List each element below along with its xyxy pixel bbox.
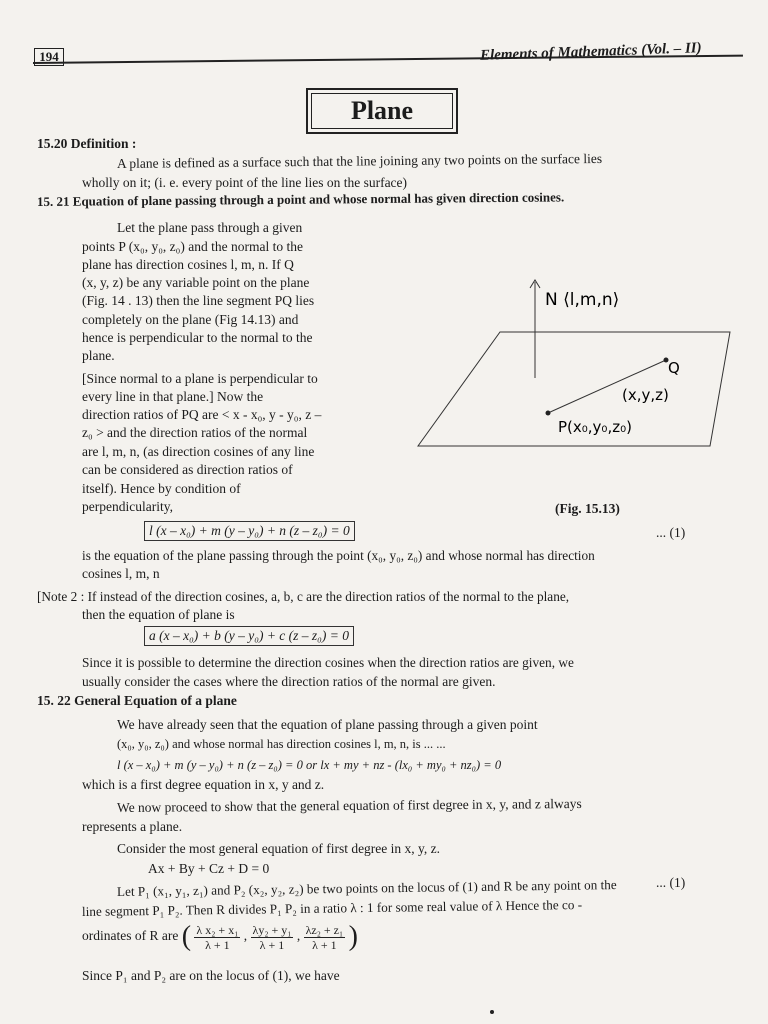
para-line: plane. [82,348,115,363]
section-1521-heading: 15. 21 Equation of plane passing through a point and whose normal has given direction cosines. [36,189,565,209]
section-1522-line: represents a plane. [82,819,183,834]
para-line: hence is perpendicular to the normal to the [82,330,313,345]
para-line: (Fig. 14 . 13) then the line segment PQ lies [82,293,315,308]
equation-1-box: l (x – x₀) + m (y – y₀) + n (z – z₀) = 0 [144,521,355,541]
para-line: can be considered as direction ratios of [82,462,293,477]
fraction-x-numerator: λ x₂ + x₁ [196,922,239,937]
figure-15-13 [410,270,740,460]
fraction-z [304,923,346,952]
para-line: Let the plane pass through a given [117,220,303,235]
note-2-line-2: then the equation of plane is [82,607,235,622]
comma: , [296,928,301,944]
equation-1-remark-line-1: is the equation of the plane passing through the point (x₀, y₀, z₀) and whose normal has direction [82,548,595,563]
para-line: itself). Hence by condition of [82,481,241,496]
note-2-equation-box: a (x – x₀) + b (y – y₀) + c (z – z₀) = 0 [144,626,354,646]
section-1522-line: which is a first degree equation in x, y and z. [82,777,325,792]
para-line: completely on the plane (Fig 14.13) and [82,312,299,327]
page-number: 194 [34,48,64,66]
para-line: perpendicularity, [82,499,173,514]
comma: , [243,928,248,944]
q-label: Q [668,359,680,377]
fraction-y-denominator: λ + 1 [259,937,285,952]
figure-caption: (Fig. 15.13) [555,501,620,516]
section-1522-line: line segment P₁ P₂. Then R divides P₁ P₂ in a ratio λ : 1 for some real value of λ Hence the co - [81,897,583,919]
point-p [546,411,551,416]
fraction-x [194,923,240,952]
section-1522-line: Consider the most general equation of first degree in x, y, z. [117,841,441,856]
para-line: (x, y, z) be any variable point on the plane [82,275,310,290]
chapter-title: Plane [311,93,453,129]
book-title: Elements of Mathematics (Vol. – II) [479,40,702,64]
definition-line-2: wholly on it; (i. e. every point of the line lies on the surface) [82,175,408,190]
note-2-line-1: [Note 2 : If instead of the direction cosines, a, b, c are the direction ratios of the normal to the plane, [37,589,570,604]
normal-label: N ⟨l,m,n⟩ [545,290,620,310]
para-line: plane has direction cosines l, m, n. If Q [82,257,294,272]
close-paren: ) [348,921,358,952]
fraction-z-denominator: λ + 1 [312,937,337,952]
para-line: direction ratios of PQ are < x - x₀, y - y₀, z – [82,407,322,422]
coordinates-of-r [82,921,358,953]
page-speck [490,1010,494,1014]
note-2-line-3: Since it is possible to determine the direction cosines when the direction ratios are given, we [82,655,574,670]
general-equation: Ax + By + Cz + D = 0 [148,861,270,876]
q-coords-label: (x,y,z) [622,386,669,404]
para-line: z₀ > and the direction ratios of the normal [82,425,308,440]
fraction-z-numerator: λz₂ + z₁ [305,922,344,937]
equation-1-number: ... (1) [656,525,686,540]
section-1522-line: Since P₁ and P₂ are on the locus of (1), we have [82,968,340,983]
section-1522-line: We have already seen that the equation of plane passing through a given point [117,717,538,732]
section-1522-line: l (x – x₀) + m (y – y₀) + n (z – z₀) = 0 or lx + my + nz - (lx₀ + my₀ + nz₀) = 0 [117,758,502,772]
section-1522-line: We now proceed to show that the general equation of first degree in x, y, and z always [116,795,582,815]
chapter-title-box [306,88,458,134]
note-2-line-4: usually consider the cases where the direction ratios of the normal are given. [82,674,496,689]
para-line: points P (x₀, y₀, z₀) and the normal to the [82,239,303,254]
section-1522-heading: 15. 22 General Equation of a plane [37,693,237,708]
para-line: are l, m, n, (as direction cosines of any line [82,444,315,459]
para-line: every line in that plane.] Now the [82,389,264,404]
definition-line-1: A plane is defined as a surface such that the line joining any two points on the surface lies [116,150,603,171]
para-line: [Since normal to a plane is perpendicular to [82,371,318,386]
section-1522-line: (x₀, y₀, z₀) and whose normal has direction cosines l, m, n, is ... ... [117,737,446,751]
fraction-y-numerator: λy₂ + y₁ [252,922,292,937]
coordinates-prefix: ordinates of R are [82,928,179,944]
open-paren: ( [181,921,192,952]
general-equation-number: ... (1) [656,875,686,890]
p-label: P(x₀,y₀,z₀) [558,418,632,436]
equation-1-remark-line-2: cosines l, m, n [82,566,160,581]
fraction-x-denominator: λ + 1 [205,937,230,952]
fraction-y [251,923,294,952]
section-1522-line: Let P₁ (x₁, y₁, z₁) and P₂ (x₂, y₂, z₂) be two points on the locus of (1) and R be any point on the [116,877,617,899]
section-1520-heading: 15.20 Definition : [37,136,137,151]
